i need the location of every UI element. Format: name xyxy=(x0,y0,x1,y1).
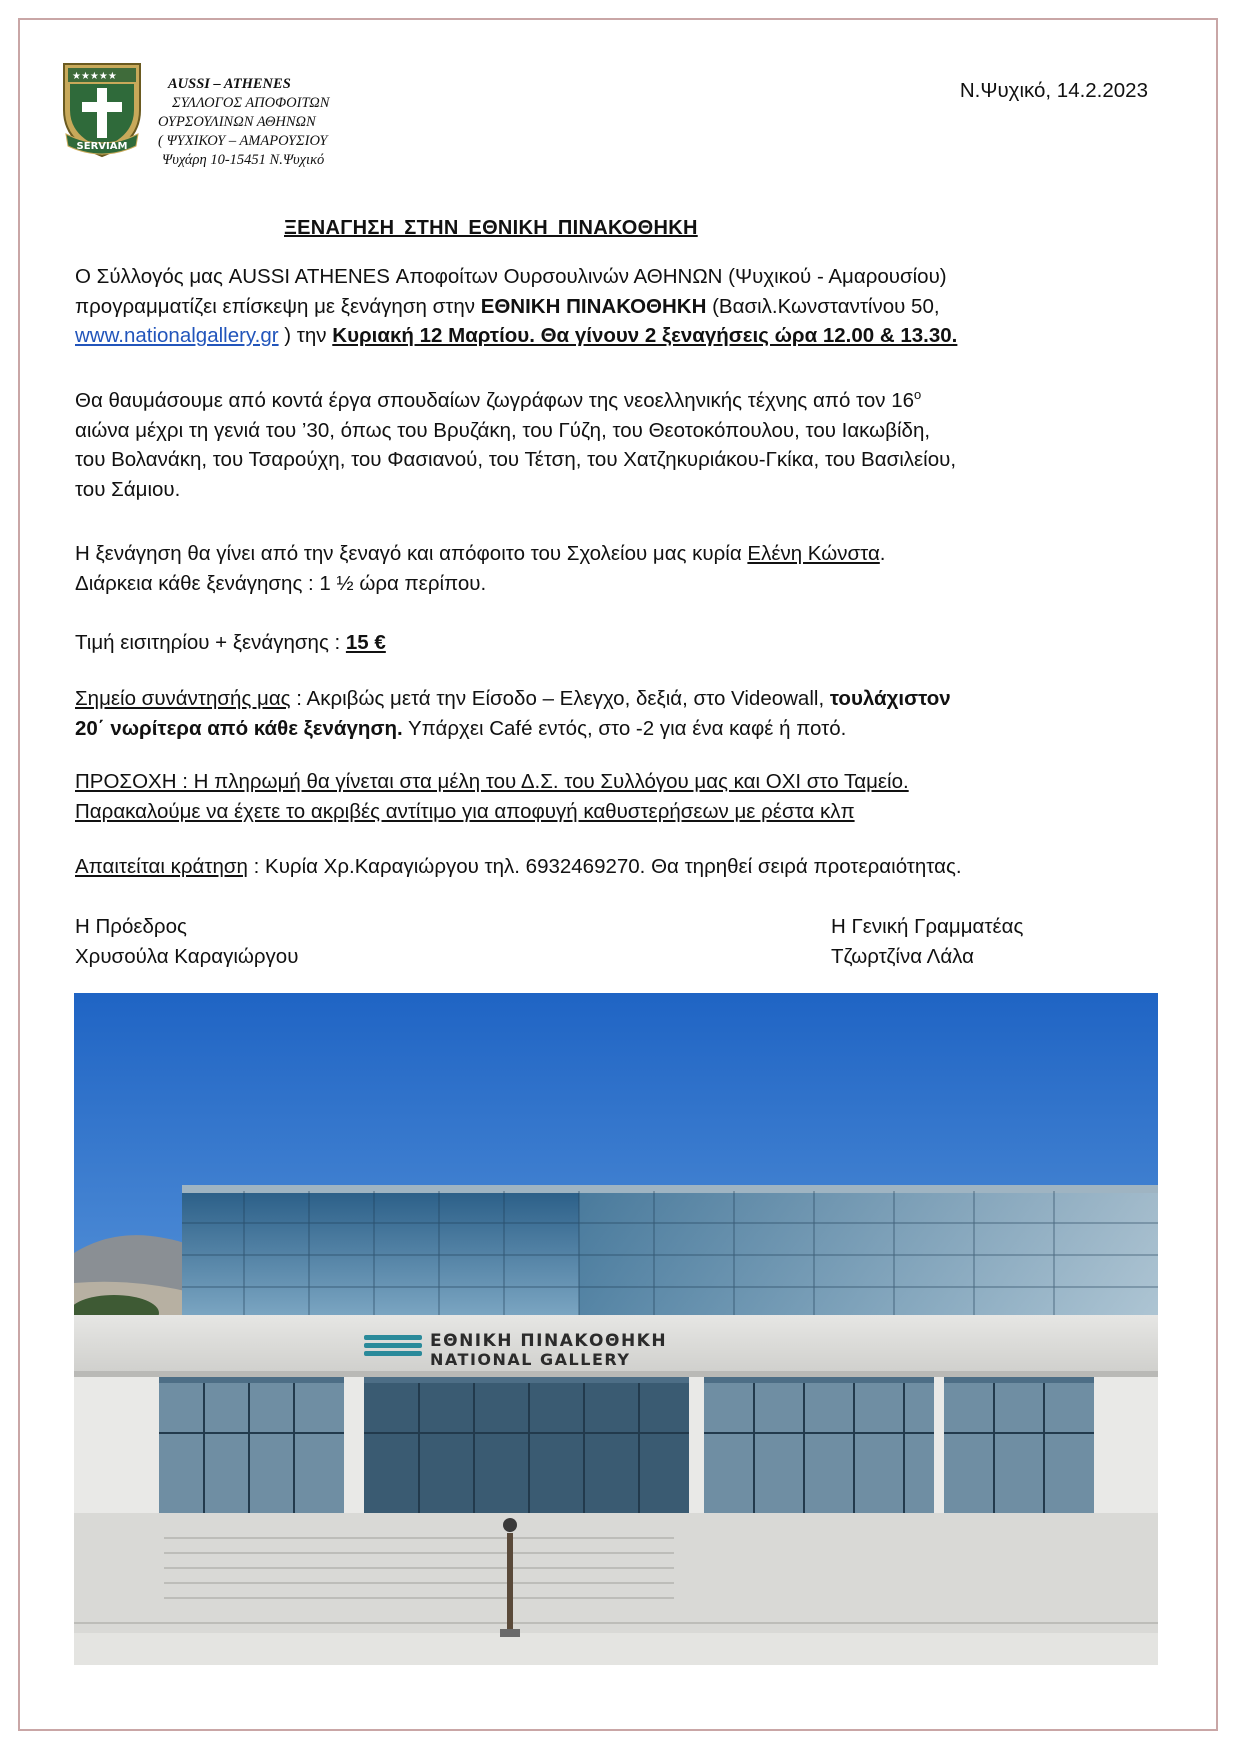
national-gallery-photo xyxy=(74,993,1158,1665)
text-line: Σημείο συνάντησής μας : Ακριβώς μετά την Είσοδο – Ελεγχο, δεξιά, στο Videowall, τουλάχιστον xyxy=(75,687,951,710)
svg-text:★★★★★: ★★★★★ xyxy=(72,71,117,82)
text-line: του Βολανάκη, του Τσαρούχη, του Φασιανού, του Τέτση, του Χατζηκυριάκου-Γκίκα, του Βασιλείου, xyxy=(75,448,957,471)
organization-address xyxy=(150,75,380,170)
text-line: Διάρκεια κάθε ξενάγησης : 1 ½ ώρα περίπου. xyxy=(75,571,487,595)
meeting-point-label: Σημείο συνάντησής μας xyxy=(75,687,291,710)
gallery-name: ΕΘΝΙΚΗ ΠΙΝΑΚΟΘΗΚΗ xyxy=(480,294,707,318)
text-line: Ο Σύλλογός μας AUSSI ATHENES Αποφοίτων Ουρσουλινών ΑΘΗΝΩΝ (Ψυχικού - Αμαρουσίου) xyxy=(75,265,947,288)
facade-sign-english: NATIONAL GALLERY xyxy=(430,1350,631,1369)
text-line: Θα θαυμάσουμε από κοντά έργα σπουδαίων ζωγράφων της νεοελληνικής τέχνης από τον $16^o$ xyxy=(75,387,922,412)
org-line: ΣΥΛΛΟΓΟΣ ΑΠΟΦΟΙΤΩΝ xyxy=(172,95,330,111)
secretary-title: Η Γενική Γραμματέας xyxy=(831,915,1024,938)
price-label: Τιμή εισιτηρίου + ξενάγησης : xyxy=(75,631,346,654)
price-value: 15 € xyxy=(345,631,386,654)
text-line: www.nationalgallery.gr ) την Κυριακή 12 Μαρτίου. Θα γίνουν 2 ξεναγήσεις ώρα 12.00 & 13.30. xyxy=(75,324,958,347)
tour-date-time: Κυριακή 12 Μαρτίου. Θα γίνουν 2 ξεναγήσεις ώρα 12.00 & 13.30. xyxy=(332,324,958,347)
org-line: ( ΨΥΧΙΚΟΥ – ΑΜΑΡΟΥΣΙΟΥ xyxy=(158,133,328,149)
gallery-website-link[interactable]: www.nationalgallery.gr xyxy=(75,324,279,347)
text-line: Παρακαλούμε να έχετε το ακριβές αντίτιμο για αποφυγή καθυστερήσεων με ρέστα κλπ xyxy=(75,799,855,823)
artists-paragraph xyxy=(75,386,1170,504)
attention-notice xyxy=(75,767,1170,826)
text-line: 20΄ νωρίτερα από κάθε ξενάγηση. Υπάρχει Café εντός, στο -2 για ένα καφέ ή ποτό. xyxy=(75,716,847,740)
text-line: προγραμματίζει επίσκεψη με ξενάγηση στην ΕΘΝΙΚΗ ΠΙΝΑΚΟΘΗΚΗ (Βασιλ.Κωνσταντίνου 50, xyxy=(75,294,940,318)
letter-date: Ν.Ψυχικό, 14.2.2023 xyxy=(959,79,1148,102)
org-address: Ψυχάρη 10-15451 Ν.Ψυχικό xyxy=(162,152,325,168)
text-line: αιώνα μέχρι τη γενιά του ’30, όπως του Βρυζάκη, του Γύζη, του Θεοτοκόπουλου, του Ιακωβίδη, xyxy=(75,418,931,442)
signature-president xyxy=(75,912,298,972)
intro-paragraph xyxy=(75,262,1170,351)
meeting-point-paragraph xyxy=(75,684,1170,743)
guide-name: Ελένη Κώνστα xyxy=(747,542,880,565)
aussi-crest-logo xyxy=(60,60,144,160)
secretary-name: Τζωρτζίνα Λάλα xyxy=(831,945,974,968)
president-name: Χρυσούλα Καραγιώργου xyxy=(75,945,299,968)
org-name: AUSSI – ATHENES xyxy=(168,76,291,92)
reservation-contact: : Κυρία Χρ.Καραγιώργου τηλ. 6932469270. Θα τηρηθεί σειρά προτεραιότητας. xyxy=(247,855,962,878)
price-line xyxy=(75,628,1170,658)
text-line: Η ξενάγηση θα γίνει από την ξεναγό και απόφοιτο του Σχολείου μας κυρία Ελένη Κώνστα. xyxy=(75,542,886,565)
text-line: του Σάμιου. xyxy=(75,477,181,501)
reservation-label: Απαιτείται κράτηση xyxy=(75,855,248,878)
president-title: Η Πρόεδρος xyxy=(75,915,187,938)
document-title: ΞΕΝΑΓΗΣΗ ΣΤΗΝ ΕΘΝΙΚΗ ΠΙΝΑΚΟΘΗΚΗ xyxy=(284,217,698,239)
org-line: ΟΥΡΣΟΥΛΙΝΩΝ ΑΘΗΝΩΝ xyxy=(158,114,316,130)
signature-secretary xyxy=(831,912,1023,972)
guide-paragraph xyxy=(75,539,1170,598)
reservation-line xyxy=(75,852,1170,882)
logo-motto: SERVIAM xyxy=(76,141,128,152)
text-line: ΠΡΟΣΟΧΗ : Η πληρωμή θα γίνεται στα μέλη του Δ.Σ. του Συλλόγου μας και ΟΧΙ στο Ταμείο. xyxy=(75,770,909,793)
facade-sign-greek: ΕΘΝΙΚΗ ΠΙΝΑΚΟΘΗΚΗ xyxy=(430,1331,668,1351)
